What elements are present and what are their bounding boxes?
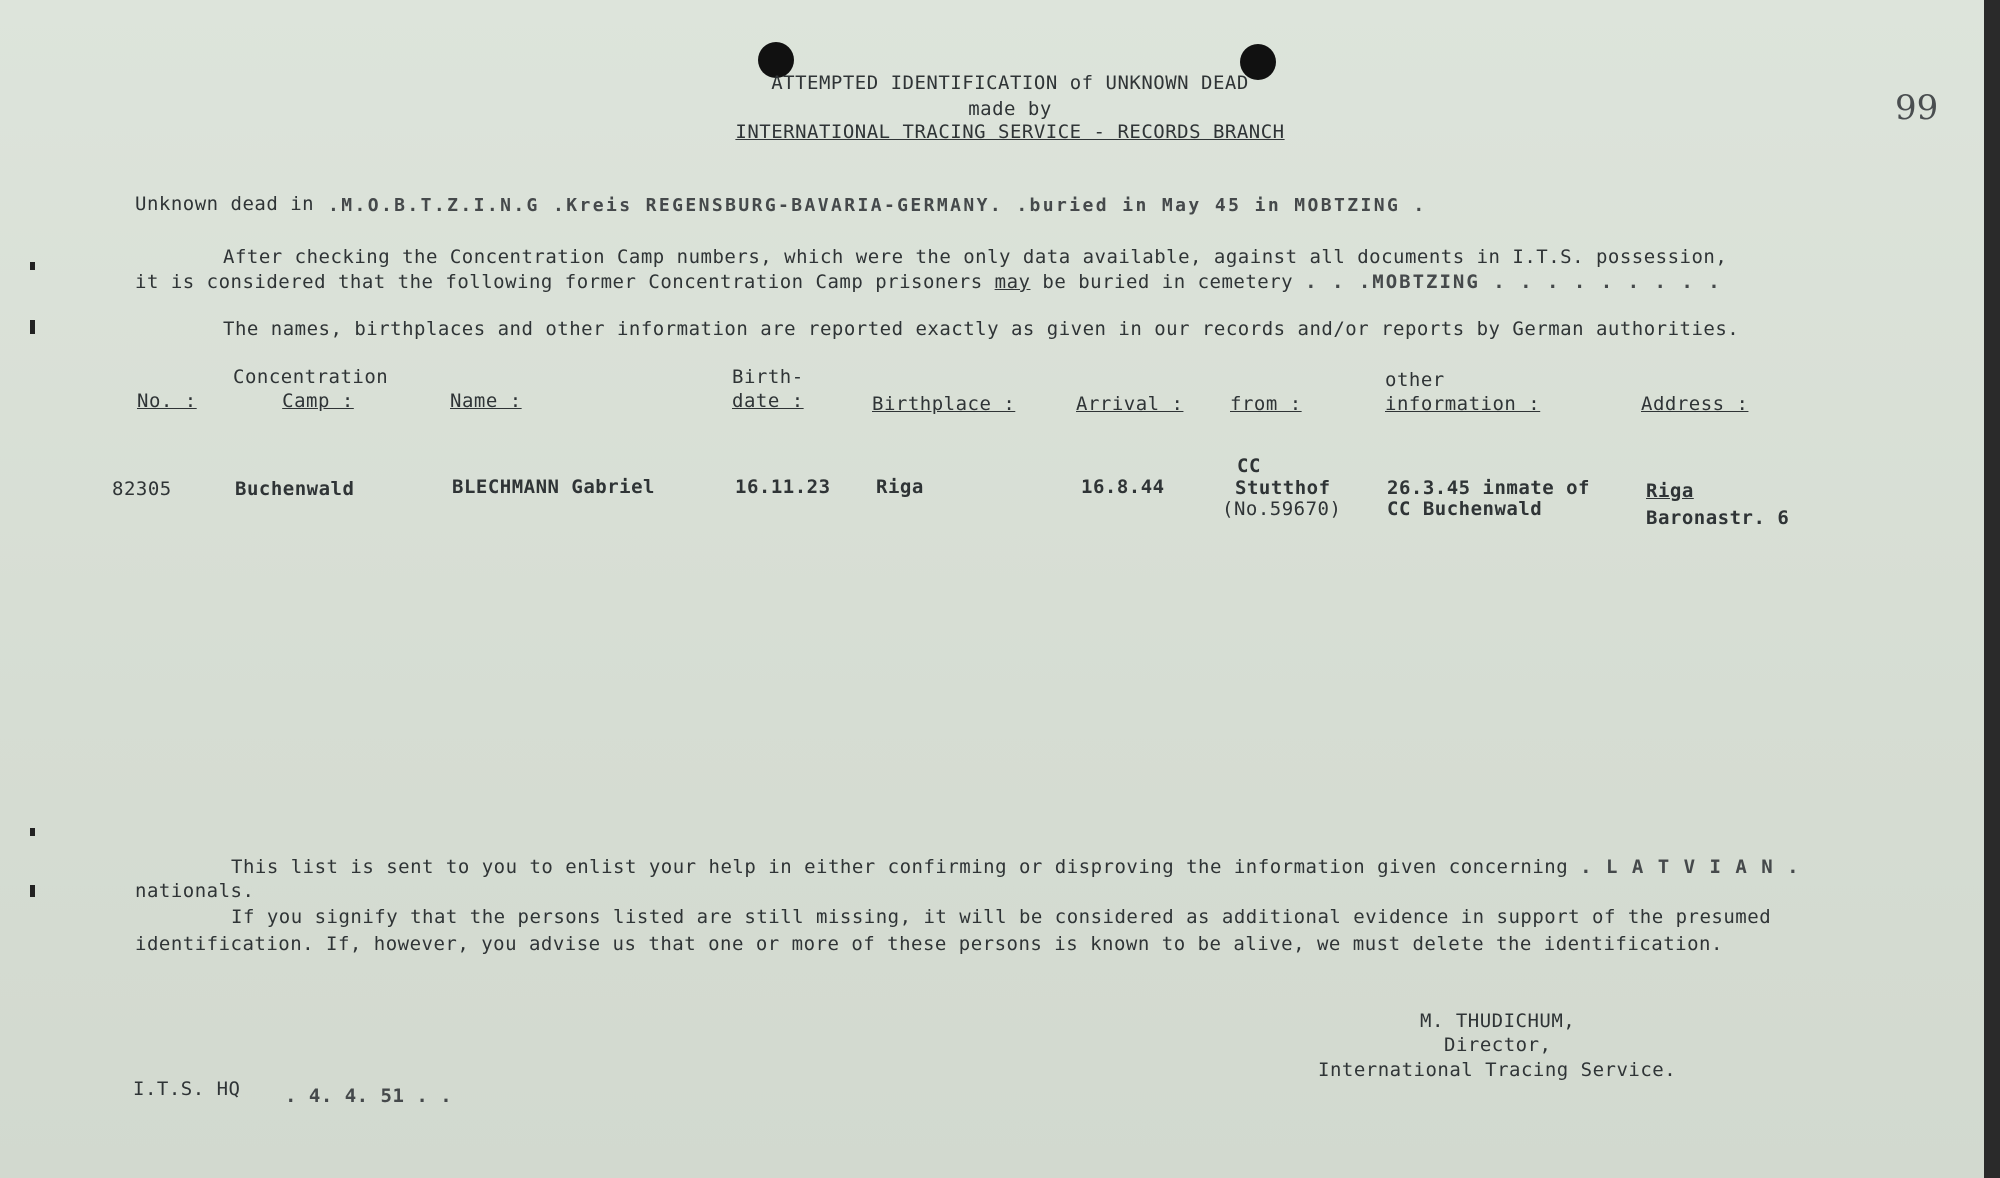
cell-other-line1: 26.3.45 inmate of: [1387, 477, 1590, 499]
cell-from-number: (No.59670): [1222, 498, 1342, 520]
header-from: from :: [1230, 393, 1302, 415]
header-birthplace: Birthplace :: [872, 393, 1016, 415]
unknown-dead-label: Unknown dead in: [135, 193, 315, 215]
footer-paragraph1-line1: [231, 856, 1800, 878]
header-birthdate: date :: [732, 390, 804, 412]
footer-paragraph2-line1: If you signify that the persons listed are still missing, it will be considered as additional evidence in support of the presumed: [231, 906, 1772, 928]
nationality: . L A T V I A N .: [1580, 856, 1801, 878]
header-other-top: other: [1385, 369, 1445, 391]
intro-text: be buried in cemetery: [1042, 271, 1294, 293]
hq-date: . 4. 4. 51 . .: [285, 1085, 453, 1107]
footer-text: This list is sent to you to enlist your help in either confirming or disproving the information given concerning: [231, 856, 1569, 878]
intro-text: it is considered that the following former Concentration Camp prisoners: [135, 271, 983, 293]
margin-mark: [30, 262, 35, 270]
cell-address-city: Riga: [1646, 480, 1694, 502]
header-other: information :: [1385, 393, 1541, 415]
header-camp-top: Concentration: [233, 366, 389, 388]
page-number: 99: [1895, 88, 1939, 128]
branch-heading: INTERNATIONAL TRACING SERVICE - RECORDS BRANCH: [735, 121, 1285, 143]
cell-birthdate: 16.11.23: [735, 476, 831, 498]
hq-label: I.T.S. HQ: [133, 1078, 241, 1100]
records-note: The names, birthplaces and other information are reported exactly as given in our records and/or reports by German authorities.: [223, 318, 1740, 340]
header-no: No. :: [137, 390, 197, 412]
signer-name: M. THUDICHUM,: [1420, 1010, 1576, 1032]
signer-organization: International Tracing Service.: [1318, 1059, 1677, 1081]
cell-from-prefix: CC: [1237, 455, 1261, 477]
header-name: Name :: [450, 390, 522, 412]
intro-paragraph-line1: After checking the Concentration Camp numbers, which were the only data available, against all documents in I.T.S. possession,: [223, 246, 1728, 268]
header-address: Address :: [1641, 393, 1749, 415]
signer-title: Director,: [1444, 1034, 1552, 1056]
footer-paragraph2-line2: identification. If, however, you advise us that one or more of these persons is known to be alive, we must delete the identification.: [135, 933, 1723, 955]
emphasis-may: may: [994, 271, 1031, 293]
header-camp: Camp :: [282, 390, 354, 412]
cell-name: BLECHMANN Gabriel: [452, 476, 655, 498]
unknown-dead-location: .M.O.B.T.Z.I.N.G .Kreis REGENSBURG-BAVARIA-GERMANY. .buried in May 45 in MOBTZING .: [328, 195, 1427, 216]
made-by-line: made by: [968, 98, 1052, 120]
cell-birthplace: Riga: [876, 476, 924, 498]
cell-arrival: 16.8.44: [1081, 476, 1165, 498]
cell-camp: Buchenwald: [235, 478, 355, 500]
cemetery-name: . . .MOBTZING . . . . . . . . .: [1305, 271, 1722, 293]
margin-mark: [30, 885, 35, 897]
document-title: ATTEMPTED IDENTIFICATION of UNKNOWN DEAD: [771, 72, 1249, 94]
cell-from-camp: Stutthof: [1235, 477, 1331, 499]
footer-paragraph1-line2: nationals.: [135, 880, 255, 902]
intro-paragraph-line2: [135, 271, 1722, 293]
cell-no: 82305: [112, 478, 172, 500]
cell-address-street: Baronastr. 6: [1646, 507, 1790, 529]
cell-other-line2: CC Buchenwald: [1387, 498, 1543, 520]
margin-mark: [30, 320, 35, 334]
header-birthdate-top: Birth-: [732, 366, 804, 388]
header-arrival: Arrival :: [1076, 393, 1184, 415]
page-edge-shadow: [1984, 0, 2000, 1178]
margin-mark: [30, 828, 35, 836]
